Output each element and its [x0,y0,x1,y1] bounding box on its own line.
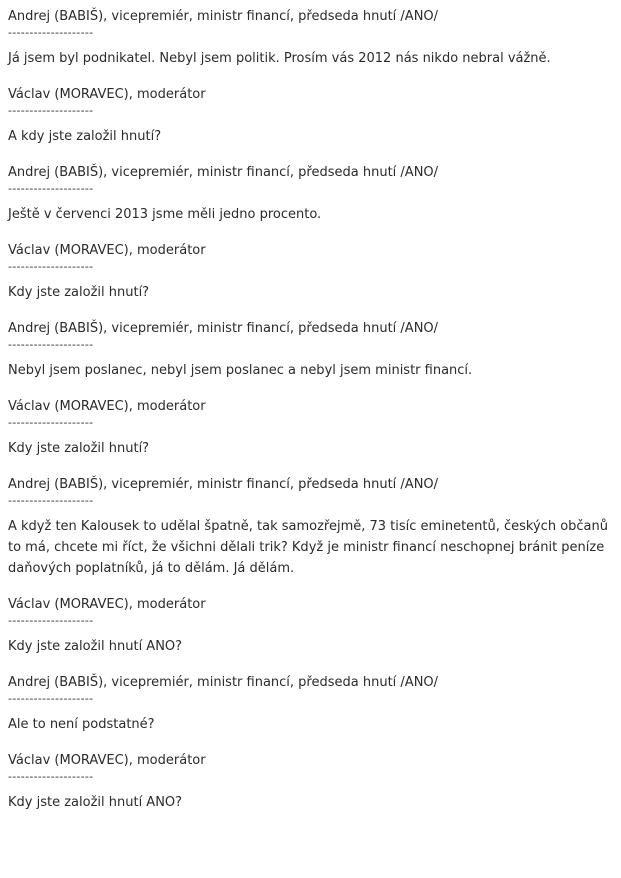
transcript-entry [8,477,613,579]
transcript-entry [8,597,613,657]
speaker-name: Andrej (BABIŠ), vicepremiér, ministr financí, předseda hnutí /ANO/ [8,165,439,180]
speech-text: Kdy jste založil hnutí ANO? [8,795,183,810]
transcript-entry [8,321,613,381]
transcript-entry [8,9,613,69]
divider-line: -------------------- [8,692,94,705]
transcript-entry [8,165,613,225]
speech-text: Kdy jste založil hnutí? [8,441,150,456]
transcript-entry [8,243,613,303]
speaker-name: Andrej (BABIŠ), vicepremiér, ministr financí, předseda hnutí /ANO/ [8,675,439,690]
speech-text: A kdy jste založil hnutí? [8,129,162,144]
divider-line: -------------------- [8,416,94,429]
speaker-name: Václav (MORAVEC), moderátor [8,753,206,768]
speaker-name: Václav (MORAVEC), moderátor [8,87,206,102]
transcript-entry [8,399,613,459]
speech-text: Ještě v červenci 2013 jsme měli jedno procento. [8,207,322,222]
speaker-name: Andrej (BABIŠ), vicepremiér, ministr financí, předseda hnutí /ANO/ [8,9,439,24]
speech-text: Kdy jste založil hnutí? [8,285,150,300]
speech-text: Kdy jste založil hnutí ANO? [8,639,183,654]
divider-line: -------------------- [8,260,94,273]
speech-text: A když ten Kalousek to udělal špatně, tak samozřejmě, 73 tisíc eminetentů, českých občanů to má, chcete mi říct, že všichni dělali trik? Když je ministr financí neschopnej bránit peníze daňových poplatníků, já to dělám. Já dělám. [8,519,608,576]
speech-text: Ale to není podstatné? [8,717,155,732]
speech-text: Nebyl jsem poslanec, nebyl jsem poslanec a nebyl jsem ministr financí. [8,363,473,378]
divider-line: -------------------- [8,494,94,507]
speaker-name: Andrej (BABIŠ), vicepremiér, ministr financí, předseda hnutí /ANO/ [8,477,439,492]
speaker-name: Václav (MORAVEC), moderátor [8,597,206,612]
speaker-name: Václav (MORAVEC), moderátor [8,243,206,258]
transcript-entry [8,87,613,147]
divider-line: -------------------- [8,338,94,351]
transcript-entry [8,753,613,813]
speech-text: Já jsem byl podnikatel. Nebyl jsem politik. Prosím vás 2012 nás nikdo nebral vážně. [8,51,551,66]
speaker-name: Václav (MORAVEC), moderátor [8,399,206,414]
transcript-entry [8,675,613,735]
divider-line: -------------------- [8,614,94,627]
divider-line: -------------------- [8,26,94,39]
divider-line: -------------------- [8,182,94,195]
speaker-name: Andrej (BABIŠ), vicepremiér, ministr financí, předseda hnutí /ANO/ [8,321,439,336]
divider-line: -------------------- [8,104,94,117]
divider-line: -------------------- [8,770,94,783]
